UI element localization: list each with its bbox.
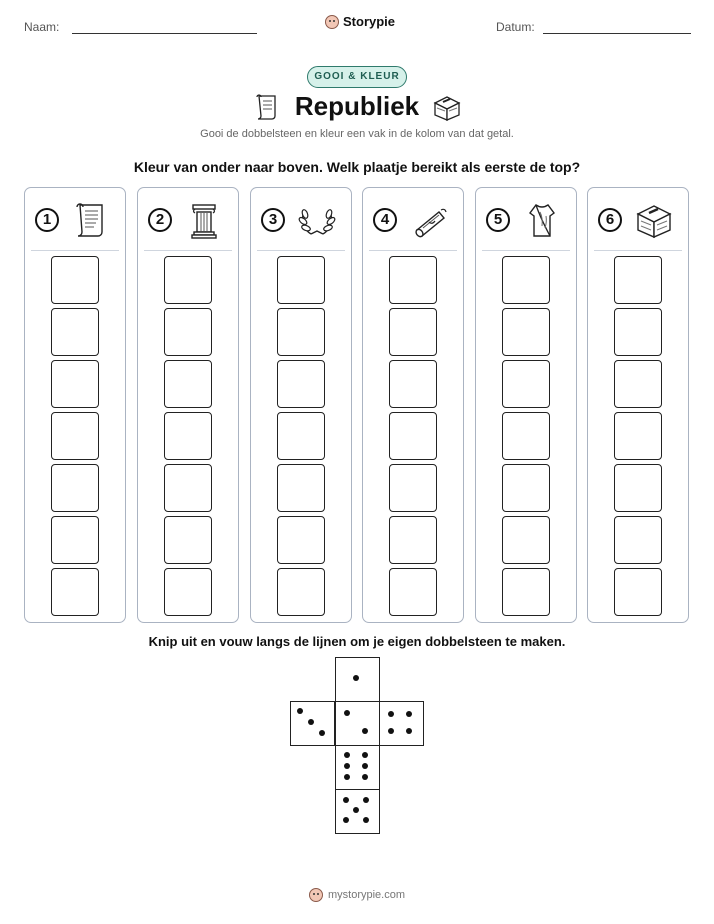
pip: [362, 752, 368, 758]
color-box[interactable]: [277, 256, 325, 304]
color-box[interactable]: [614, 516, 662, 564]
die-face-2: [335, 701, 380, 746]
column-number: 2: [148, 208, 172, 232]
footer-site[interactable]: mystorypie.com: [327, 889, 406, 901]
pip: [344, 774, 350, 780]
color-box[interactable]: [389, 516, 437, 564]
color-box[interactable]: [277, 568, 325, 616]
cut-instruction: Knip uit en vouw langs de lijnen om je eigen dobbelsteen te maken.: [148, 634, 566, 649]
pip: [406, 728, 412, 734]
color-box[interactable]: [502, 516, 550, 564]
pip: [344, 752, 350, 758]
die-face-5: [335, 789, 380, 834]
date-line[interactable]: [543, 33, 691, 34]
pip: [406, 711, 412, 717]
column-divider: [31, 250, 119, 251]
die-face-3: [290, 701, 335, 746]
color-box[interactable]: [502, 464, 550, 512]
column-divider: [594, 250, 682, 251]
column-4: [362, 187, 464, 623]
pip: [343, 817, 349, 823]
color-box[interactable]: [389, 308, 437, 356]
pip: [362, 774, 368, 780]
pip: [344, 763, 350, 769]
scroll-icon: [71, 200, 111, 240]
pip: [388, 728, 394, 734]
die-face-6: [335, 745, 380, 790]
column-2: [137, 187, 239, 623]
activity-badge: GOOI & KLEUR: [307, 66, 407, 88]
color-box[interactable]: [51, 464, 99, 512]
color-box[interactable]: [51, 256, 99, 304]
column-divider: [369, 250, 457, 251]
pip: [319, 730, 325, 736]
color-box[interactable]: [277, 308, 325, 356]
ballot-box-icon: [634, 200, 674, 240]
storypie-logo: [325, 14, 395, 29]
toga-icon: [522, 200, 562, 240]
color-box[interactable]: [502, 412, 550, 460]
column-number: 5: [486, 208, 510, 232]
column-divider: [482, 250, 570, 251]
column-number: 4: [373, 208, 397, 232]
pip: [353, 675, 359, 681]
color-box[interactable]: [389, 412, 437, 460]
color-box[interactable]: [51, 412, 99, 460]
footer: [0, 888, 714, 902]
color-box[interactable]: [502, 360, 550, 408]
pip: [297, 708, 303, 714]
color-box[interactable]: [164, 516, 212, 564]
color-box[interactable]: [277, 516, 325, 564]
color-box[interactable]: [277, 464, 325, 512]
subtitle: Gooi de dobbelsteen en kleur een vak in de kolom van dat getal.: [200, 128, 514, 140]
pip: [363, 797, 369, 803]
pip: [362, 728, 368, 734]
pip: [362, 763, 368, 769]
name-line[interactable]: [72, 33, 257, 34]
pip: [308, 719, 314, 725]
column-pillar-icon: [184, 200, 224, 240]
color-box[interactable]: [614, 568, 662, 616]
color-box[interactable]: [164, 568, 212, 616]
color-box[interactable]: [51, 516, 99, 564]
column-1: [24, 187, 126, 623]
rolled-scroll-icon: [409, 200, 449, 240]
color-box[interactable]: [389, 360, 437, 408]
color-box[interactable]: [51, 568, 99, 616]
title-ballot-box-icon: [432, 93, 462, 121]
column-number: 1: [35, 208, 59, 232]
storypie-mascot-icon: [325, 15, 339, 29]
color-box[interactable]: [51, 360, 99, 408]
color-box[interactable]: [164, 464, 212, 512]
storypie-mascot-icon: [309, 888, 323, 902]
laurel-wreath-icon: [297, 200, 337, 240]
instruction: Kleur van onder naar boven. Welk plaatje bereikt als eerste de top?: [133, 159, 581, 175]
pip: [388, 711, 394, 717]
pip: [343, 797, 349, 803]
color-box[interactable]: [502, 568, 550, 616]
pip: [363, 817, 369, 823]
color-box[interactable]: [389, 256, 437, 304]
page-title: Republiek: [294, 91, 420, 121]
column-number: 3: [261, 208, 285, 232]
color-box[interactable]: [614, 412, 662, 460]
color-box[interactable]: [51, 308, 99, 356]
column-number: 6: [598, 208, 622, 232]
color-box[interactable]: [277, 412, 325, 460]
color-box[interactable]: [502, 256, 550, 304]
color-box[interactable]: [164, 412, 212, 460]
color-box[interactable]: [614, 256, 662, 304]
color-box[interactable]: [164, 360, 212, 408]
column-3: [250, 187, 352, 623]
color-box[interactable]: [164, 308, 212, 356]
column-divider: [144, 250, 232, 251]
pip: [353, 807, 359, 813]
date-label: Datum:: [496, 20, 535, 34]
color-box[interactable]: [614, 360, 662, 408]
color-box[interactable]: [164, 256, 212, 304]
die-face-4: [379, 701, 424, 746]
color-box[interactable]: [502, 308, 550, 356]
column-6: [587, 187, 689, 623]
color-box[interactable]: [277, 360, 325, 408]
color-box[interactable]: [389, 568, 437, 616]
color-box[interactable]: [614, 464, 662, 512]
name-label: Naam:: [24, 20, 60, 34]
logo-text: Storypie: [343, 14, 396, 29]
pip: [344, 710, 350, 716]
column-5: [475, 187, 577, 623]
column-divider: [257, 250, 345, 251]
color-box[interactable]: [614, 308, 662, 356]
color-box[interactable]: [389, 464, 437, 512]
die-face-1: [335, 657, 380, 702]
